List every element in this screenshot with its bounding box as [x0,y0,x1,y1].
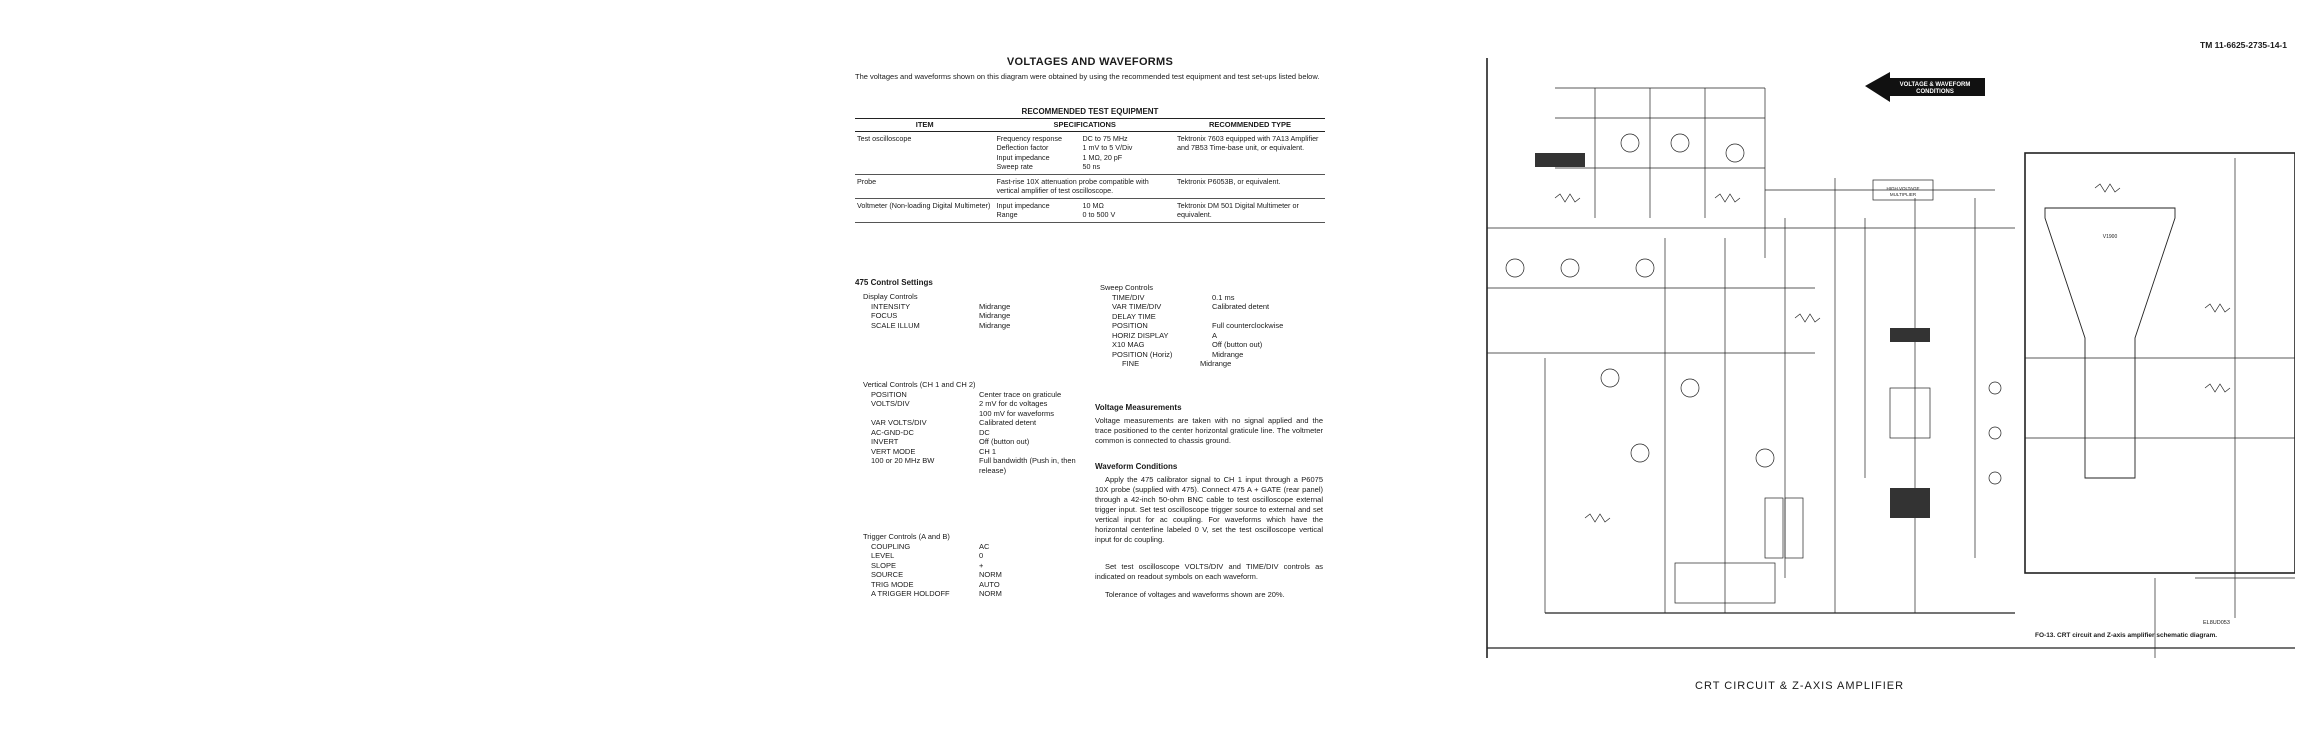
control-name [863,409,979,419]
control-name: INVERT [871,437,899,446]
control-name: TIME/DIV [1112,292,1145,302]
control-value: Center trace on graticule [979,389,1062,399]
sweep-controls-group [1100,283,1332,369]
control-value: + [979,560,984,570]
vertical-controls-group [863,380,1099,475]
control-name: COUPLING [871,541,911,551]
reference-number: EL8UD053 [2203,620,2230,626]
control-value: AUTO [979,579,1000,589]
spec-value: 1 mV to 5 V/Div [1082,143,1133,152]
control-settings-title: 475 Control Settings [855,278,933,287]
control-name: FOCUS [871,311,898,320]
control-name: VAR TIME/DIV [1112,302,1162,311]
control-name: LEVEL [871,551,895,560]
table-row [855,131,1325,174]
control-value: 2 mV for dc voltages [979,399,1048,408]
test-equipment-title: RECOMMENDED TEST EQUIPMENT [1021,107,1159,116]
control-name: POSITION [1112,321,1148,330]
specs-cell [994,131,1175,174]
control-name: X10 MAG [1112,340,1145,349]
test-equipment-table [855,118,1325,223]
arrow-label-1: VOLTAGE & WAVEFORM [1899,82,1971,88]
control-name: AC-GND-DC [871,427,914,437]
type-cell: Tektronix 7603 equipped with 7A13 Amplifier and 7B53 Time-base unit, or equivalent. [1175,131,1325,174]
control-name: A TRIGGER HOLDOFF [871,589,950,598]
control-value: Midrange [1200,359,1232,368]
display-controls-group [863,292,1099,330]
tm-number: TM 11-6625-2735-14-1 [2200,40,2287,50]
voltage-measurements-text: Voltage measurements are taken with no signal applied and the trace positioned to the center horizontal graticule line. The voltmeter common is connected to chassis ground. [1095,416,1323,445]
column-header-specifications: SPECIFICATIONS [994,119,1175,132]
control-value: Midrange [979,311,1011,320]
control-value: A [1212,330,1218,340]
spec-key: Frequency response [996,133,1062,143]
schematic-page [1435,20,2295,720]
hv-multiplier-label-2: MULTIPLIER [1889,192,1917,197]
spec-value: DC to 75 MHz [1082,133,1128,143]
item-cell: Voltmeter (Non-loading Digital Multimeter) [855,198,994,222]
spec-value: 1 MΩ, 20 pF [1082,152,1123,162]
control-name: VERT MODE [871,446,916,456]
waveform-conditions-title: Waveform Conditions [1095,462,1178,471]
waveform-conditions-p1: Apply the 475 calibrator signal to CH 1 input through a P6075 10X probe (supplied with 475). Connect 475 A + GATE (rear panel) through a 42-inch 50-ohm BNC cable to test oscilloscope external trigger input. Set test oscilloscope trigger source to external and set vertical input for ac coupling. For waveforms which have the horizontal centerline labeled 0 V, set the test oscilloscope vertical input for dc coupling. [1095,475,1323,544]
control-name: INTENSITY [871,301,911,311]
page-title: VOLTAGES AND WAVEFORMS [1006,56,1174,68]
control-name: SOURCE [871,570,904,579]
control-name: SLOPE [871,560,897,570]
voltages-waveforms-page [855,50,1325,650]
control-value: Off (button out) [979,437,1030,446]
control-value: 0.1 ms [1212,292,1235,302]
control-name: POSITION (Horiz) [1112,349,1173,359]
control-name: VOLTS/DIV [871,399,910,408]
type-cell: Tektronix DM 501 Digital Multimeter or equivalent. [1175,198,1325,222]
arrow-label-2: CONDITIONS [1916,89,1954,95]
type-cell: Tektronix P6053B, or equivalent. [1175,174,1325,198]
spec-key: Input impedance [996,152,1050,162]
group-title: Display Controls [863,292,918,301]
waveform-thumbnails [1535,153,1930,518]
column-header-recommended-type: RECOMMENDED TYPE [1175,119,1325,132]
control-value: NORM [979,589,1002,598]
control-value: CH 1 [979,446,997,456]
figure-caption: FO-13. CRT circuit and Z-axis amplifier schematic diagram. [2035,632,2218,639]
specs-cell [994,198,1175,222]
control-name: DELAY TIME [1112,311,1156,321]
crt-z-axis-schematic [1435,58,2295,658]
control-value: Full counterclockwise [1212,321,1284,330]
control-value: Midrange [979,320,1011,330]
trigger-controls-group [863,532,1099,599]
control-name: VAR VOLTS/DIV [871,418,927,427]
control-value: NORM [979,570,1002,579]
intro-paragraph: The voltages and waveforms shown on this diagram were obtained by using the recommended test equipment and test set-ups listed below. [855,72,1320,81]
spec-key: Sweep rate [996,162,1033,171]
control-value: 0 [979,551,984,560]
control-value [1212,312,1332,322]
control-name: HORIZ DISPLAY [1112,330,1169,340]
spec-value: 50 ns [1082,162,1101,171]
item-cell: Probe [855,174,994,198]
waveform-conditions-p3: Tolerance of voltages and waveforms shown are 20%. [1105,590,1285,599]
control-value: 100 mV for waveforms [979,408,1055,418]
control-value: Midrange [1212,349,1244,359]
control-name: TRIG MODE [871,579,914,589]
schematic-title: CRT CIRCUIT & Z-AXIS AMPLIFIER [1695,680,1905,692]
specs-cell: Fast-rise 10X attenuation probe compatible with vertical amplifier of test oscilloscope. [994,174,1175,198]
spec-value: 10 MΩ [1082,200,1104,210]
column-header-item: ITEM [855,119,994,132]
control-value: Off (button out) [1212,340,1263,349]
table-header-row [855,119,1325,132]
control-name: POSITION [871,389,907,399]
group-title: Vertical Controls (CH 1 and CH 2) [863,380,976,389]
spec-value: 0 to 500 V [1082,210,1116,219]
control-value: Calibrated detent [979,418,1037,427]
group-title: Sweep Controls [1100,283,1153,292]
crt-label: V1900 [2102,234,2118,240]
control-name: SCALE ILLUM [871,320,920,330]
table-row [855,174,1325,198]
control-value: AC [979,541,990,551]
table-row [855,198,1325,222]
voltage-waveform-arrow [1865,72,1985,102]
waveform-conditions-p2: Set test oscilloscope VOLTS/DIV and TIME/DIV controls as indicated on readout symbols on each waveform. [1095,562,1323,581]
control-name: FINE [1122,359,1140,368]
control-value: Full bandwidth (Push in, then release) [979,456,1076,475]
control-value: Calibrated detent [1212,302,1270,311]
spec-key: Range [996,210,1018,219]
control-value: DC [979,427,990,437]
spec-key: Deflection factor [996,143,1049,152]
spec-key: Input impedance [996,200,1050,210]
voltage-measurements-title: Voltage Measurements [1095,403,1182,412]
control-name: 100 or 20 MHz BW [871,456,935,465]
control-value: Midrange [979,301,1011,311]
item-cell: Test oscilloscope [855,131,994,174]
hv-multiplier-label-1: HIGH VOLTAGE [1886,186,1920,191]
group-title: Trigger Controls (A and B) [863,532,950,541]
